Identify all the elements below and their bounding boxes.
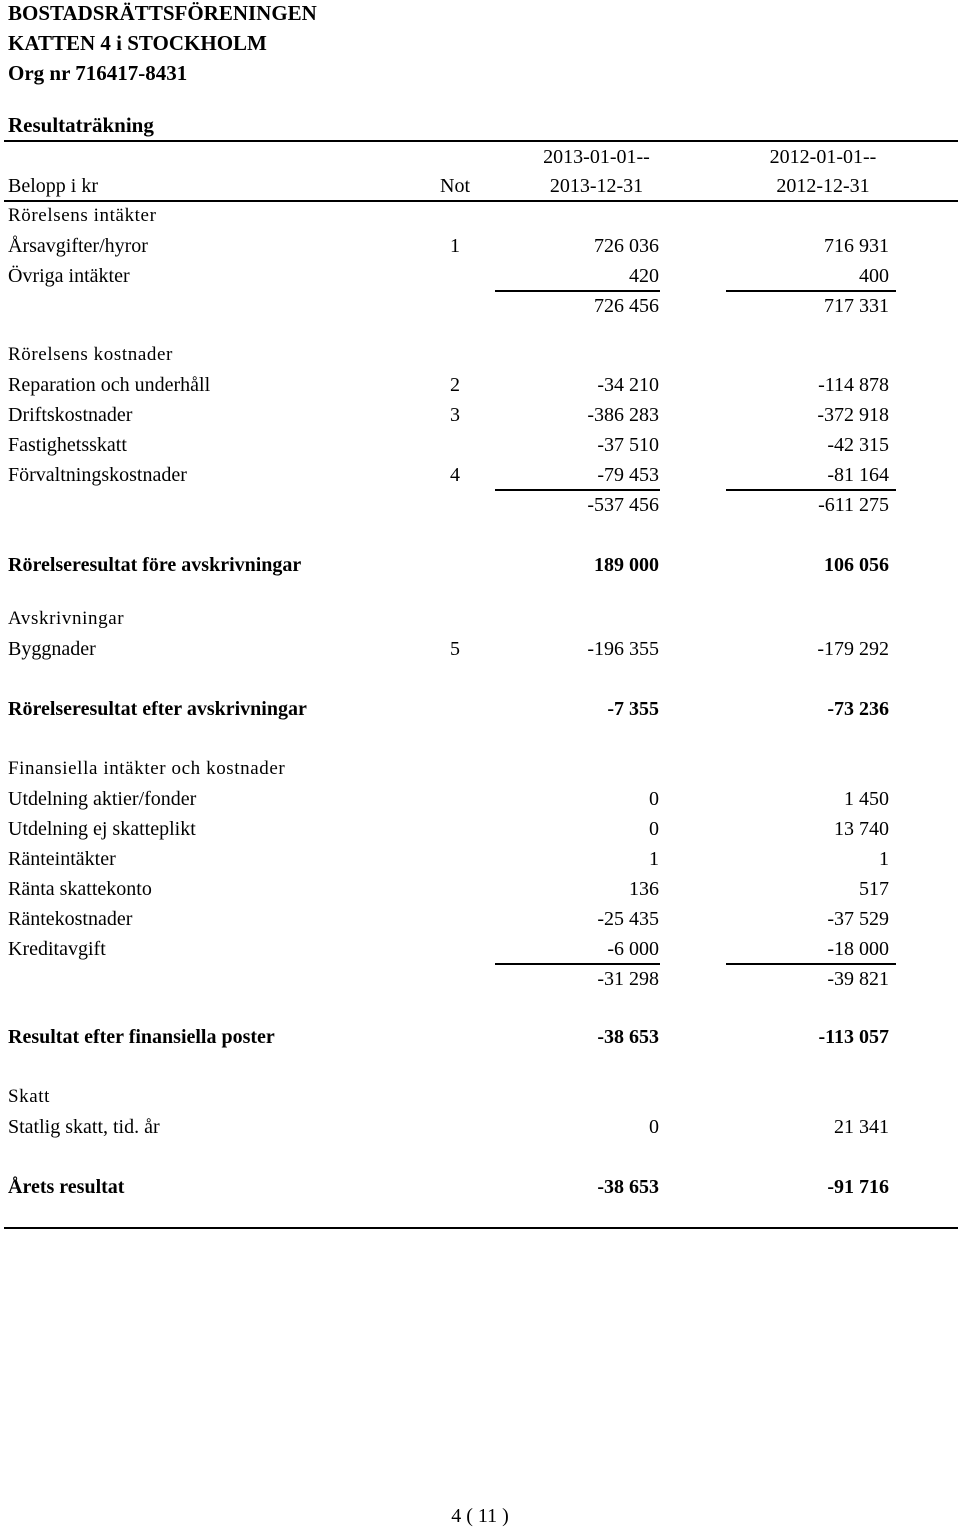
period1-from: 2013-01-01-- <box>543 146 650 168</box>
row-label: Förvaltningskostnader <box>8 464 187 486</box>
period2-from: 2012-01-01-- <box>769 146 877 168</box>
value-2013: 189 000 <box>594 554 659 576</box>
value-2012: 1 <box>879 848 889 870</box>
row-label: Utdelning ej skatteplikt <box>8 818 196 840</box>
row-label: Kreditavgift <box>8 938 106 960</box>
value-2012: -39 821 <box>827 968 889 990</box>
value-2013: 726 456 <box>594 295 659 317</box>
value-2013: 136 <box>629 878 659 900</box>
title-rule <box>4 140 958 142</box>
value-2012: 1 450 <box>844 788 889 810</box>
subtotal-rule-2013 <box>495 489 660 491</box>
page-number: 4 ( 11 ) <box>451 1505 509 1527</box>
row-label: Utdelning aktier/fonder <box>8 788 197 810</box>
value-2013: -31 298 <box>597 968 659 990</box>
value-2013: 420 <box>629 265 659 287</box>
section-heading: Finansiella intäkter och kostnader <box>8 758 286 779</box>
row-note-ref: 5 <box>450 638 460 660</box>
column-label-amount: Belopp i kr <box>8 175 98 197</box>
value-2013: -37 510 <box>597 434 659 456</box>
value-2013: -6 000 <box>607 938 659 960</box>
subtotal-rule-2012 <box>726 963 896 965</box>
row-label: Rörelseresultat efter avskrivningar <box>8 698 307 720</box>
section-heading: Rörelsens kostnader <box>8 344 173 365</box>
value-2012: -91 716 <box>827 1176 889 1198</box>
value-2012: 517 <box>859 878 889 900</box>
value-2013: -7 355 <box>607 698 659 720</box>
subtotal-rule-2013 <box>495 290 660 292</box>
value-2013: -386 283 <box>587 404 659 426</box>
value-2012: -73 236 <box>827 698 889 720</box>
org-name-line2: KATTEN 4 i STOCKHOLM <box>8 31 267 55</box>
row-label: Ränta skattekonto <box>8 878 152 900</box>
value-2013: 726 036 <box>594 235 659 257</box>
value-2012: -42 315 <box>827 434 889 456</box>
row-label: Räntekostnader <box>8 908 133 930</box>
row-label: Årsavgifter/hyror <box>8 235 148 257</box>
row-note-ref: 3 <box>450 404 460 426</box>
row-label: Fastighetsskatt <box>8 434 127 456</box>
section-heading: Skatt <box>8 1086 51 1107</box>
value-2013: -79 453 <box>597 464 659 486</box>
report-title: Resultaträkning <box>8 113 154 137</box>
header-rule <box>4 200 958 202</box>
row-label: Byggnader <box>8 638 96 660</box>
value-2012: -113 057 <box>818 1026 889 1048</box>
value-2013: -38 653 <box>597 1176 659 1198</box>
section-heading: Rörelsens intäkter <box>8 205 157 226</box>
value-2012: 106 056 <box>824 554 889 576</box>
value-2013: 1 <box>649 848 659 870</box>
value-2012: -611 275 <box>818 494 889 516</box>
value-2013: -537 456 <box>587 494 659 516</box>
row-label: Övriga intäkter <box>8 265 130 287</box>
row-note-ref: 2 <box>450 374 460 396</box>
value-2013: 0 <box>649 788 659 810</box>
value-2013: 0 <box>649 1116 659 1138</box>
value-2012: -37 529 <box>827 908 889 930</box>
row-label: Reparation och underhåll <box>8 374 211 396</box>
value-2012: -372 918 <box>817 404 889 426</box>
value-2013: -196 355 <box>587 638 659 660</box>
value-2012: -81 164 <box>827 464 889 486</box>
value-2012: -18 000 <box>827 938 889 960</box>
row-label: Resultat efter finansiella poster <box>8 1026 275 1048</box>
value-2012: 13 740 <box>834 818 889 840</box>
bottom-rule <box>4 1227 958 1229</box>
value-2012: -179 292 <box>817 638 889 660</box>
org-number: Org nr 716417-8431 <box>8 61 188 85</box>
value-2012: 717 331 <box>824 295 889 317</box>
value-2013: -25 435 <box>597 908 659 930</box>
row-note-ref: 4 <box>450 464 460 486</box>
row-label: Årets resultat <box>8 1176 125 1198</box>
value-2012: 400 <box>859 265 889 287</box>
subtotal-rule-2012 <box>726 290 896 292</box>
period1-to: 2013-12-31 <box>549 175 644 197</box>
subtotal-rule-2012 <box>726 489 896 491</box>
column-label-not: Not <box>440 175 470 197</box>
value-2013: 0 <box>649 818 659 840</box>
row-label: Ränteintäkter <box>8 848 116 870</box>
row-label: Statlig skatt, tid. år <box>8 1116 160 1138</box>
row-label: Driftskostnader <box>8 404 133 426</box>
row-label: Rörelseresultat före avskrivningar <box>8 554 302 576</box>
section-heading: Avskrivningar <box>8 608 125 629</box>
value-2012: -114 878 <box>818 374 889 396</box>
period2-to: 2012-12-31 <box>776 175 870 197</box>
value-2012: 716 931 <box>824 235 889 257</box>
row-note-ref: 1 <box>450 235 460 257</box>
org-name-line1: BOSTADSRÄTTSFÖRENINGEN <box>8 1 317 25</box>
value-2012: 21 341 <box>834 1116 889 1138</box>
value-2013: -38 653 <box>597 1026 659 1048</box>
value-2013: -34 210 <box>597 374 659 396</box>
subtotal-rule-2013 <box>495 963 660 965</box>
